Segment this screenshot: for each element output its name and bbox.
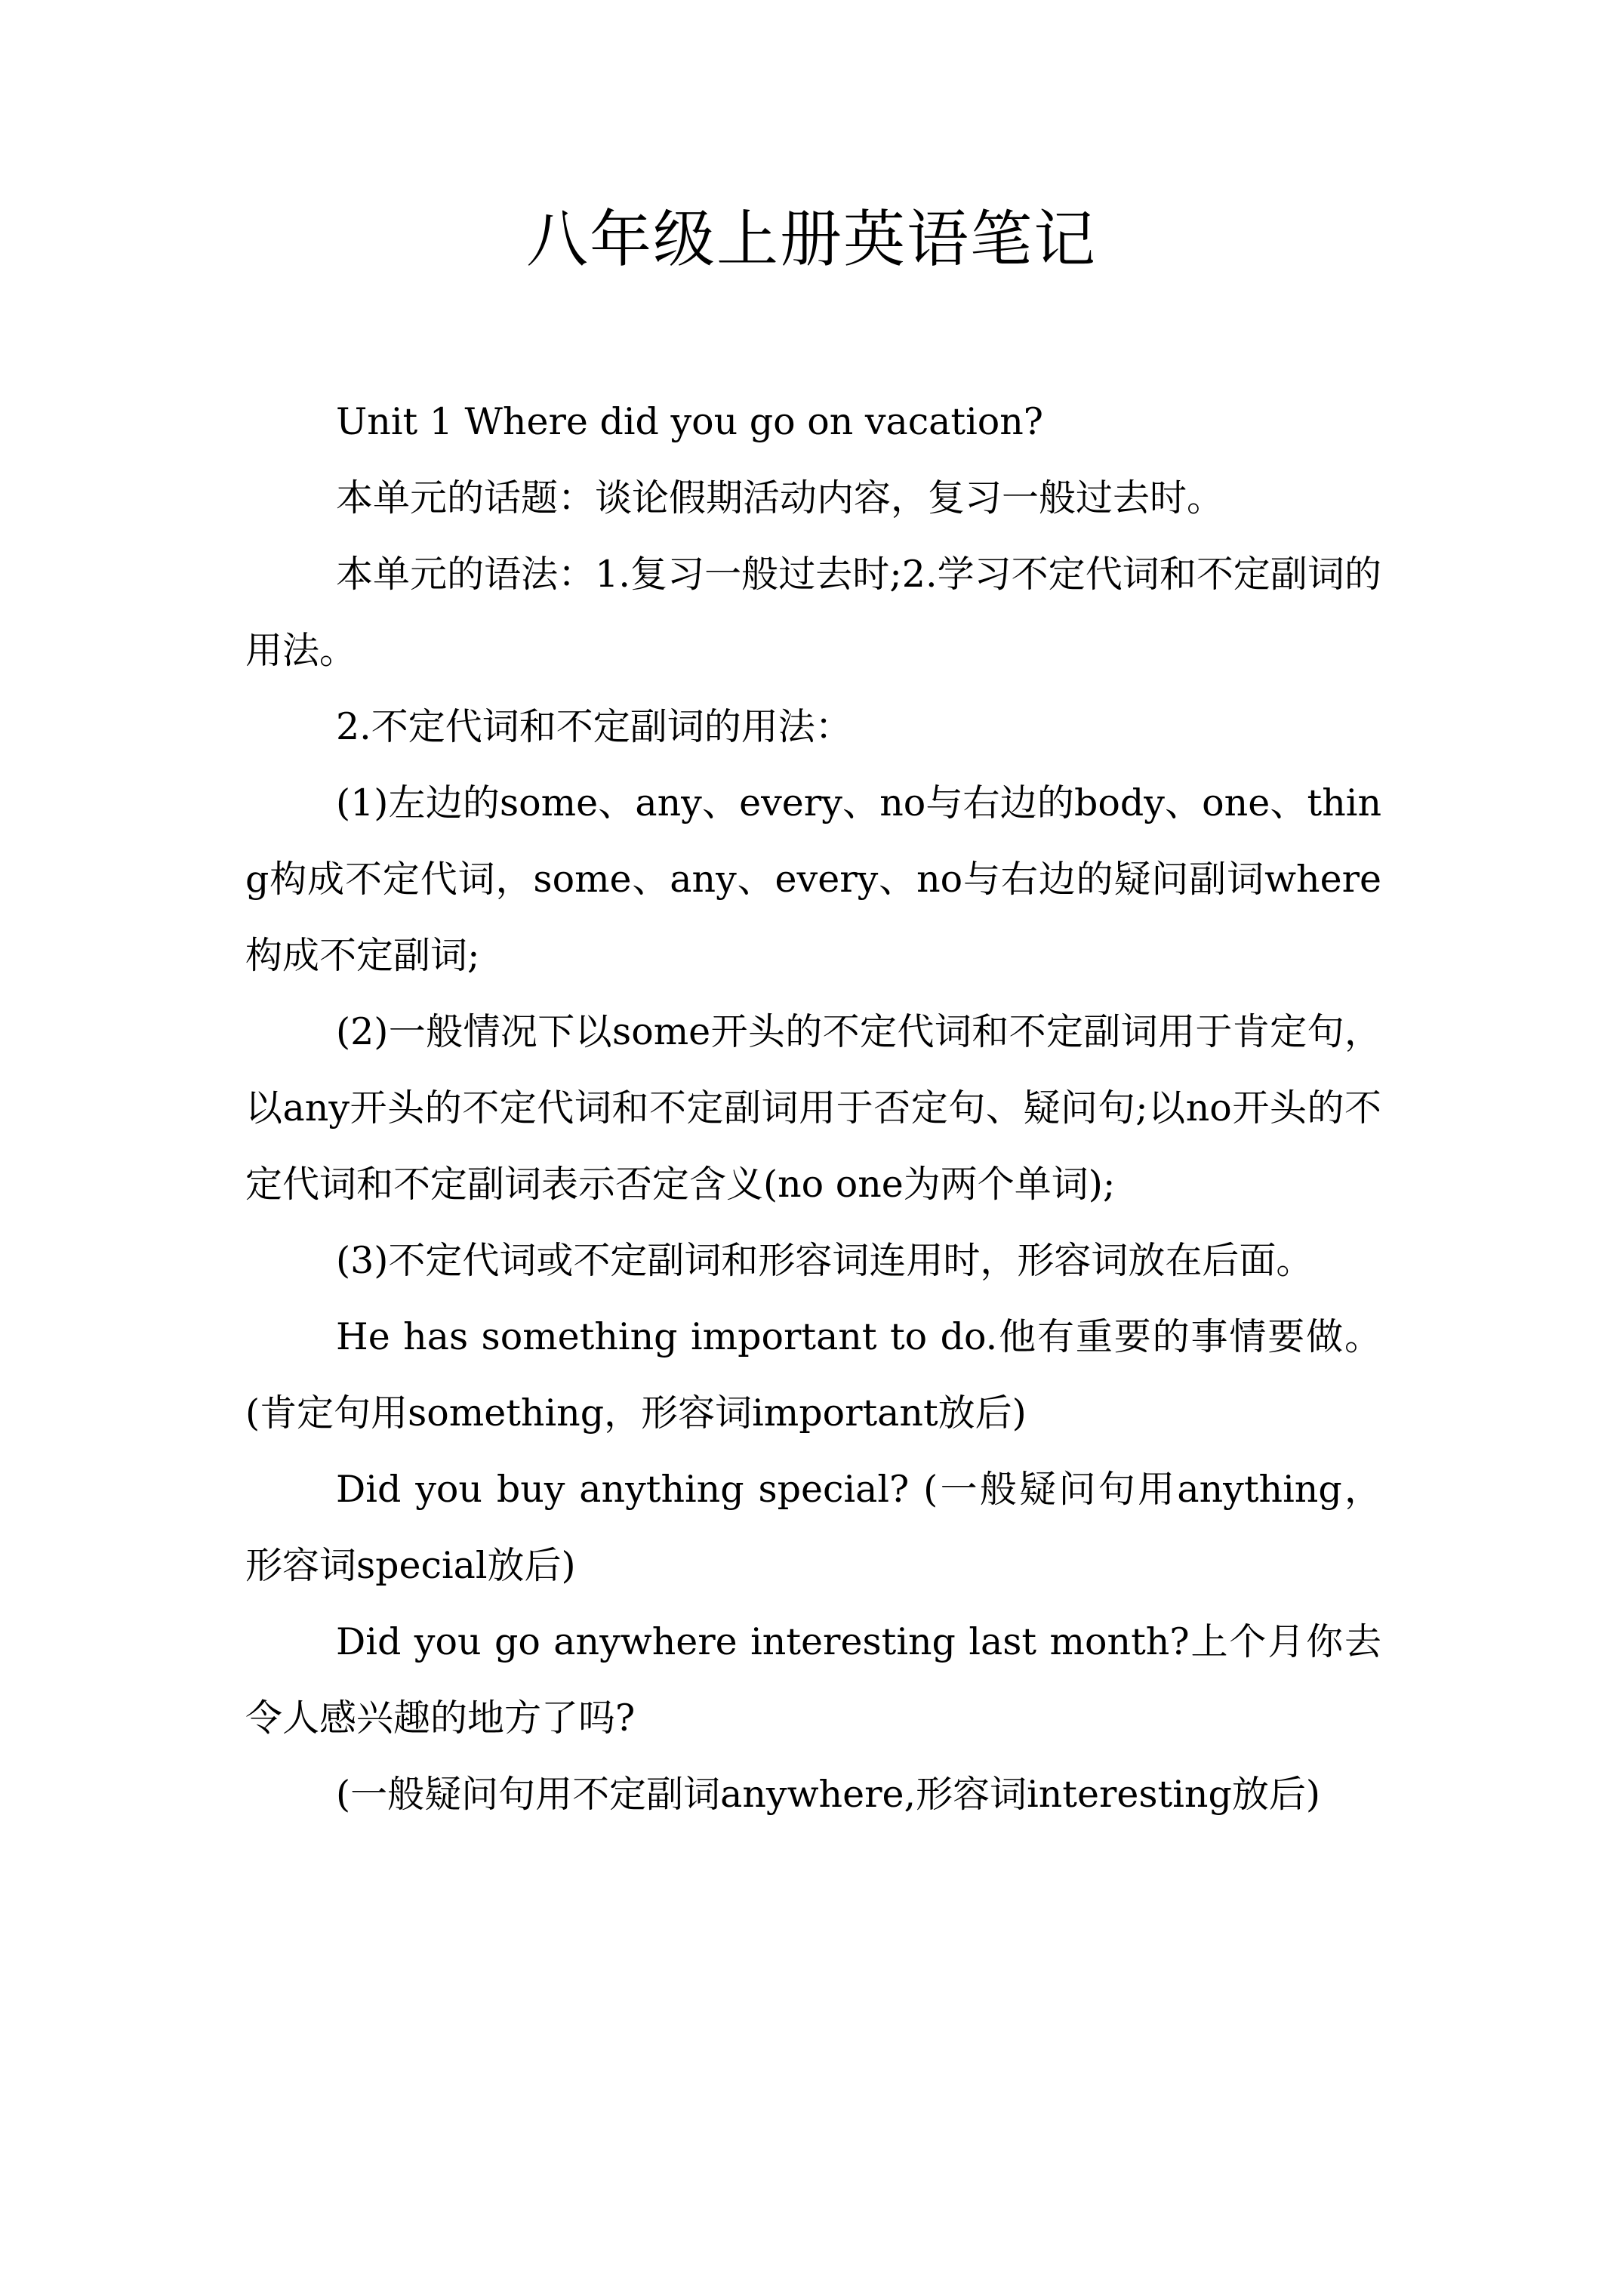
document-body	[245, 384, 1381, 1832]
paragraph-example-1: He has something important to do.他有重要的事情要做。(肯定句用something，形容词important放后)	[245, 1315, 1381, 1435]
paragraph-unit-heading: Unit 1 Where did you go on vacation?	[336, 400, 1044, 443]
paragraph-rule-1: (1)左边的some、any、every、no与右边的body、one、thing构成不定代词，some、any、every、no与右边的疑问副词where构成不定副词;	[245, 781, 1381, 977]
document-title: 八年级上册英语笔记	[525, 204, 1097, 276]
paragraph-example-3-note: (一般疑问句用不定副词anywhere,形容词interesting放后)	[336, 1773, 1320, 1816]
paragraph-grammar: 本单元的语法：1.复习一般过去时;2.学习不定代词和不定副词的用法。	[245, 553, 1381, 672]
paragraph-section-heading: 2.不定代词和不定副词的用法：	[336, 705, 852, 748]
paragraph-rule-2: (2)一般情况下以some开头的不定代词和不定副词用于肯定句，以any开头的不定代词和不定副词用于否定句、疑问句;以no开头的不定代词和不定副词表示否定含义(no one为两个单词);	[245, 1010, 1381, 1206]
paragraph-topic: 本单元的话题：谈论假期活动内容，复习一般过去时。	[336, 476, 1224, 519]
paragraph-rule-3: (3)不定代词或不定副词和形容词连用时，形容词放在后面。	[336, 1239, 1313, 1282]
paragraph-example-3: Did you go anywhere interesting last month?上个月你去令人感兴趣的地方了吗?	[245, 1620, 1381, 1740]
paragraph-example-2: Did you buy anything special? (一般疑问句用anything，形容词special放后)	[245, 1468, 1381, 1587]
